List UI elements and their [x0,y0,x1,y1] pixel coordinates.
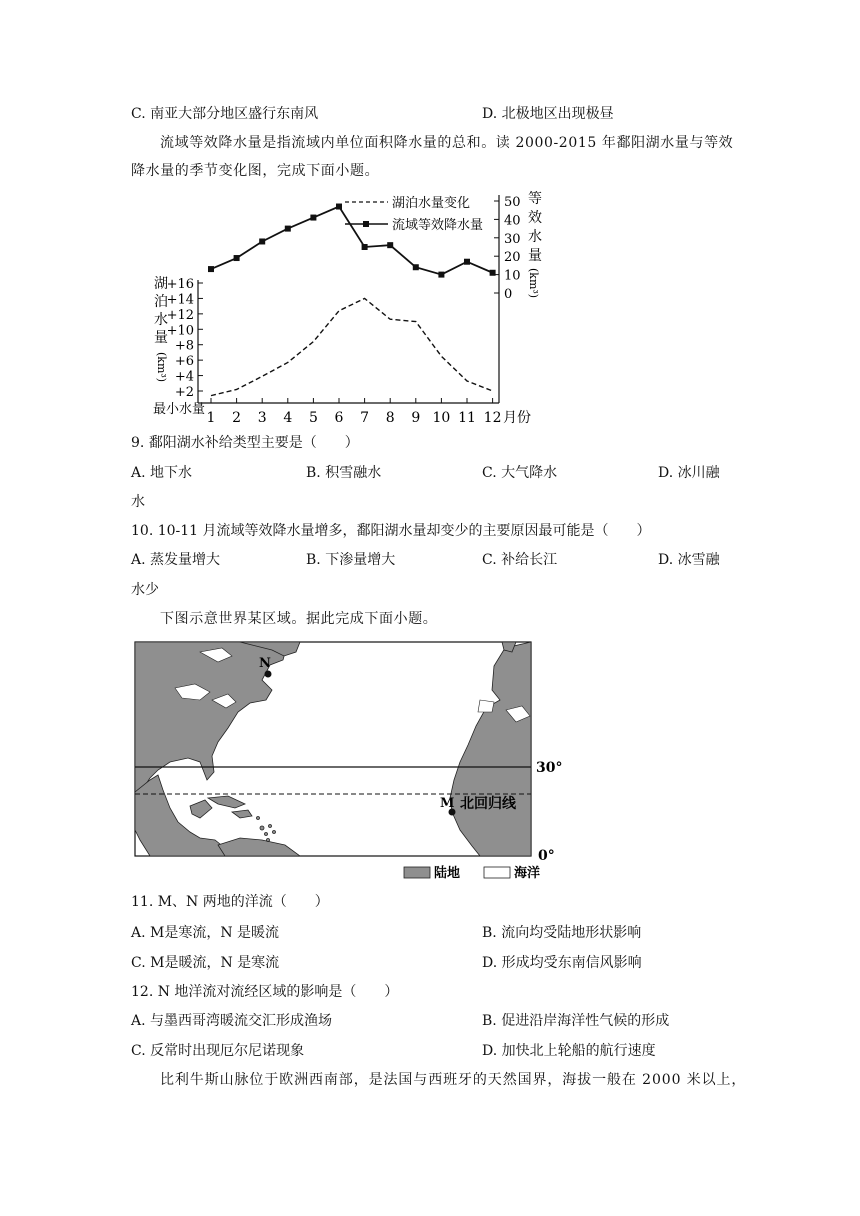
legend-land-label: 陆地 [434,866,461,881]
chart-legend [345,195,483,233]
q9-option-d: D. 冰川融 [658,465,720,481]
x-tick-label: 2 [232,410,242,426]
legend-lake: 湖泊水量变化 [392,196,471,211]
x-tick-label: 9 [411,410,421,426]
left-tick-label: +12 [166,307,194,323]
legend-precip: 流域等效降水量 [392,218,484,233]
map-intro: 下图示意世界某区域。据此完成下面小题。 [160,611,438,627]
left-tick-label: +14 [166,292,194,308]
world-region-map [130,636,570,886]
point-n-label: N [259,656,271,671]
left-axis-label-char: 泊 [154,294,168,310]
q12-stem: 12. N 地洋流对流经区域的影响是（ ） [131,984,399,1000]
x-tick-label: 11 [458,410,476,426]
series-equiv-precip [208,204,496,278]
pyrenees-intro: 比利牛斯山脉位于欧洲西南部，是法国与西班牙的天然国界，海拔一般在 2000 米以上， [160,1072,747,1088]
q9-option-b: B. 积雪融水 [306,465,382,481]
x-tick-label: 10 [432,410,451,426]
equiv-precip-point [259,238,265,244]
q9-option-d-cont: 水 [131,494,145,510]
q11-option-b: B. 流向均受陆地形状影响 [482,925,642,941]
left-tick-label: +10 [166,323,194,339]
x-axis-ticks [207,398,502,426]
left-axis-unit: (km³) [155,352,168,383]
left-tick-label: +6 [174,354,194,370]
right-tick-label: 30 [504,231,521,247]
equiv-precip-point [362,244,368,250]
x-tick-label: 1 [206,410,216,426]
lat-0-label: 0° [538,848,555,864]
left-axis-min-label: 最小水量 [153,402,206,417]
poyang-intro-line2: 降水量的季节变化图，完成下面小题。 [131,163,380,179]
equiv-precip-point [336,204,342,210]
equiv-precip-point [464,259,470,265]
q11-option-d: D. 形成均受东南信风影响 [482,955,642,971]
lake-volume-line [211,298,493,395]
q9-option-c: C. 大气降水 [482,465,558,481]
x-tick-label: 5 [308,410,318,426]
q10-stem: 10. 10-11 月流域等效降水量增多，鄱阳湖水量却变少的主要原因最可能是（ ） [131,523,651,539]
equiv-precip-point [208,266,214,272]
q10-option-d-cont: 水少 [131,582,159,598]
equiv-precip-point [413,264,419,270]
right-axis-label-char: 水 [528,229,542,245]
x-tick-label: 7 [360,410,370,426]
q12-option-c: C. 反常时出现厄尔尼诺现象 [131,1043,305,1059]
tropic-label: 北回归线 [460,796,516,812]
right-tick-label: 50 [504,195,521,210]
series-lake-volume [211,298,493,395]
right-axis-unit: (km³) [527,268,540,299]
q8-option-d: D. 北极地区出现极昼 [482,106,614,122]
q9-stem: 9. 鄱阳湖水补给类型主要是（ ） [131,435,359,451]
equiv-precip-point [310,215,316,221]
equiv-precip-line [211,207,493,275]
q10-option-a: A. 蒸发量增大 [131,552,221,568]
q10-option-c: C. 补给长江 [482,552,558,568]
q9-option-a: A. 地下水 [131,465,193,481]
point-n-marker [265,671,272,678]
left-tick-label: +8 [174,338,194,354]
right-tick-label: 20 [504,250,521,266]
right-axis-label [527,191,542,298]
left-tick-label: +16 [166,277,194,292]
legend-sea-label: 海洋 [514,866,541,881]
right-axis-ticks [494,195,521,302]
poyang-chart [150,186,550,426]
left-axis-label [154,276,168,382]
legend-land-swatch [404,867,430,878]
left-axis-label-char: 量 [154,330,168,346]
right-tick-label: 40 [504,213,521,229]
lat-30-label: 30° [536,760,563,776]
legend-square-marker [363,221,369,227]
x-tick-label: 4 [283,410,293,426]
legend-sea-swatch [484,867,510,878]
right-axis-label-char: 量 [528,248,542,264]
q12-option-a: A. 与墨西哥湾暖流交汇形成渔场 [131,1013,333,1029]
x-tick-label: 12 [483,410,502,426]
left-tick-label: +4 [174,369,194,385]
equiv-precip-point [285,226,291,232]
point-m-label: M [440,796,455,811]
right-tick-label: 0 [504,287,513,302]
right-axis-label-char: 等 [528,191,542,207]
left-axis-label-char: 湖 [154,276,168,292]
q11-option-a: A. M是寒流，N 是暖流 [131,925,280,941]
q12-option-d: D. 加快北上轮船的航行速度 [482,1043,656,1059]
left-tick-label: +2 [174,385,194,400]
q11-option-c: C. M是暖流，N 是寒流 [131,955,280,971]
equiv-precip-point [490,270,496,276]
x-tick-label: 8 [385,410,395,426]
q8-option-c: C. 南亚大部分地区盛行东南风 [131,106,319,122]
q10-option-b: B. 下渗量增大 [306,552,396,568]
equiv-precip-point [438,272,444,278]
left-axis-label-char: 水 [154,312,168,328]
right-axis-label-char: 效 [528,210,542,226]
q10-option-d: D. 冰雪融 [658,552,720,568]
poyang-intro-line1: 流域等效降水量是指流域内单位面积降水量的总和。读 2000-2015 年鄱阳湖水量与等效 [160,135,734,151]
q12-option-b: B. 促进沿岸海洋性气候的形成 [482,1013,670,1029]
equiv-precip-point [234,255,240,261]
x-axis-label: 月份 [503,410,531,426]
x-tick-label: 3 [257,410,267,426]
q11-stem: 11. M、N 两地的洋流（ ） [131,894,329,910]
equiv-precip-point [387,242,393,248]
right-tick-label: 10 [504,268,521,284]
x-tick-label: 6 [334,410,344,426]
